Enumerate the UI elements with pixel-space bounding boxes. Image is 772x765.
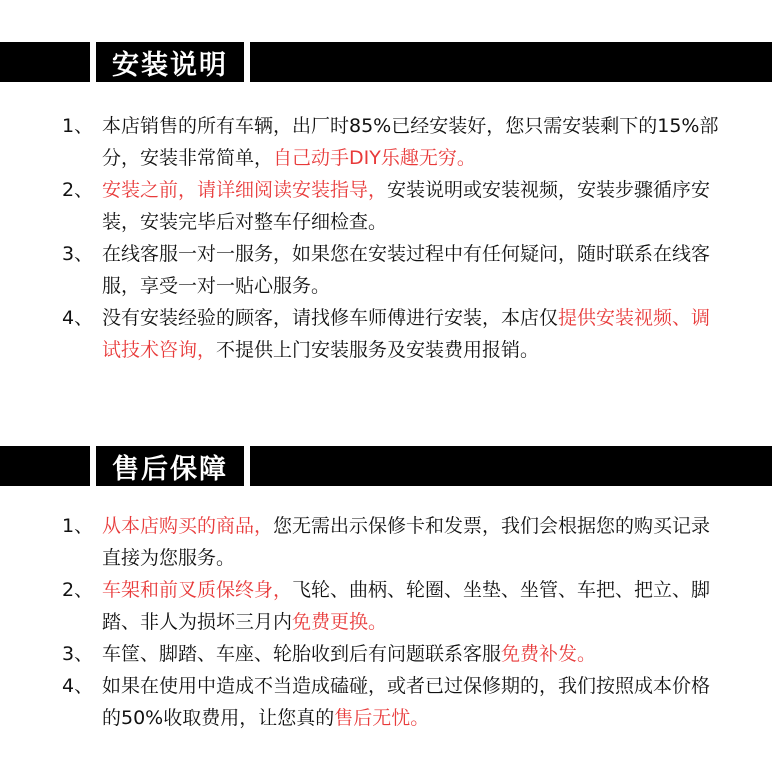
item-text-tail: 不提供上门安装服务及安装费用报销。: [216, 339, 540, 361]
item-text: 在线客服一对一服务，如果您在安装过程中有任何疑问，随时联系在线客服，享受一对一贴心服务。: [102, 243, 711, 297]
item-highlight: 售后无忧。: [334, 707, 430, 729]
item-text: 您无需出示保修卡和发票，我们会根据您的购买记录直接为您服务。: [102, 515, 711, 569]
install-item-1: [62, 110, 722, 174]
item-number: 2、: [62, 579, 94, 601]
item-text: 车筐、脚踏、车座、轮胎收到后有问题联系客服: [102, 643, 502, 665]
aftersale-title-box: [90, 446, 250, 486]
install-item-4: [62, 302, 722, 366]
item-highlight: 免费补发。: [501, 643, 597, 665]
item-number: 4、: [62, 675, 94, 697]
item-text: 没有安装经验的顾客，请找修车师傅进行安装，本店仅: [102, 307, 559, 329]
item-highlight-tail: 免费更换。: [292, 611, 388, 633]
item-text: 安装说明或安装视频，安装步骤循序安装，安装完毕后对整车仔细检查。: [102, 179, 711, 233]
item-text: 飞轮、曲柄、轮圈、坐垫、坐管、车把、把立、脚踏、非人为损坏三月内: [102, 579, 711, 633]
aftersale-item-3: [62, 638, 722, 670]
item-number: 1、: [62, 515, 94, 537]
item-highlight: 安装之前，请详细阅读安装指导，: [102, 179, 388, 201]
install-title-box: [90, 42, 250, 82]
aftersale-item-1: [62, 510, 722, 574]
item-number: 3、: [62, 643, 94, 665]
item-text: 如果在使用中造成不当造成磕碰，或者已过保修期的，我们按照成本价格的50%收取费用，让您真的: [102, 675, 711, 729]
item-highlight: 从本店购买的商品，: [102, 515, 274, 537]
aftersale-item-2: [62, 574, 722, 638]
aftersale-section-title: 售后保障: [112, 453, 228, 485]
aftersale-section-header: [0, 446, 772, 486]
install-item-3: [62, 238, 722, 302]
item-text: 本店销售的所有车辆，出厂时85%已经安装好，您只需安装剩下的15%部分，安装非常简单，: [102, 115, 719, 169]
install-list: [62, 110, 722, 366]
install-section-title: 安装说明: [112, 49, 228, 81]
item-highlight: 自己动手DIY乐趣无穷。: [273, 147, 476, 169]
item-highlight: 提供安装视频、调试技术咨询，: [102, 307, 711, 361]
aftersale-item-4: [62, 670, 722, 734]
item-number: 4、: [62, 307, 94, 329]
item-number: 1、: [62, 115, 94, 137]
item-number: 3、: [62, 243, 94, 265]
install-section-header: [0, 42, 772, 82]
item-highlight: 车架和前叉质保终身，: [102, 579, 293, 601]
install-item-2: [62, 174, 722, 238]
item-number: 2、: [62, 179, 94, 201]
aftersale-list: [62, 510, 722, 734]
